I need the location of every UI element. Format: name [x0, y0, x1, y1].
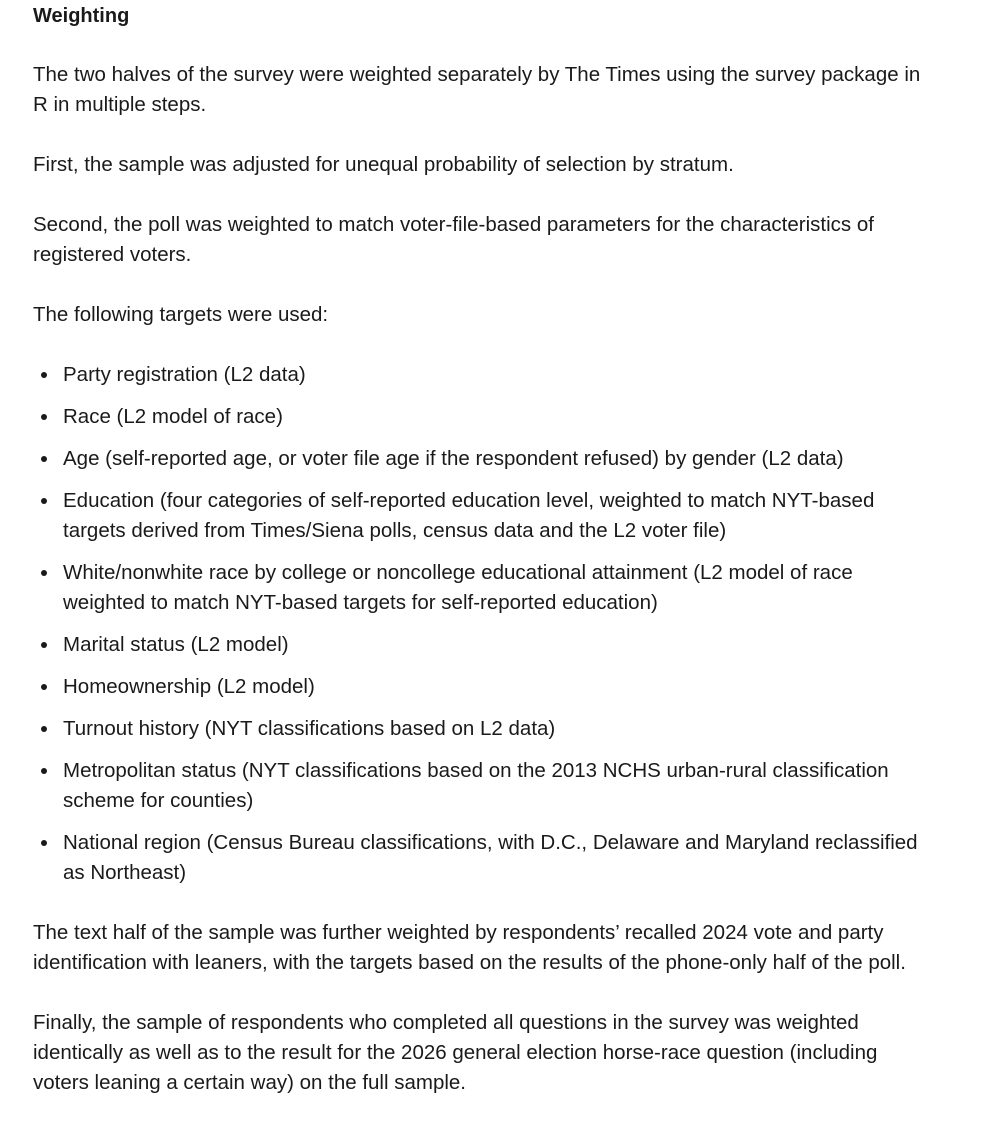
intro-paragraph-2: First, the sample was adjusted for unequal probability of selection by stratum.: [33, 153, 734, 176]
target-item-metropolitan-status: [33, 756, 938, 816]
target-item-national-region: [33, 828, 938, 888]
target-text: Age (self-reported age, or voter file age if the respondent refused) by gender (L2 data): [63, 447, 844, 470]
bullet-icon: [41, 498, 47, 504]
target-text: Metropolitan status (NYT classifications based on the 2013 NCHS urban-rural classification scheme for counties): [63, 759, 889, 812]
targets-intro: The following targets were used:: [33, 303, 329, 326]
target-text: Marital status (L2 model): [63, 633, 289, 656]
target-item-marital-status: [33, 630, 938, 660]
bullet-icon: [41, 414, 47, 420]
bullet-icon: [41, 372, 47, 378]
target-item-homeownership: [33, 672, 938, 702]
target-text: Turnout history (NYT classifications based on L2 data): [63, 717, 556, 740]
bullet-icon: [41, 684, 47, 690]
target-text: National region (Census Bureau classifications, with D.C., Delaware and Maryland reclassified as Northeast): [63, 831, 918, 884]
target-item-turnout-history: [33, 714, 938, 744]
bullet-icon: [41, 726, 47, 732]
target-item-education: [33, 486, 938, 546]
bullet-icon: [41, 456, 47, 462]
target-text: White/nonwhite race by college or noncollege educational attainment (L2 model of race weighted to match NYT-based targets for self-reported education): [63, 561, 853, 614]
target-text: Party registration (L2 data): [63, 363, 306, 386]
target-text: Homeownership (L2 model): [63, 675, 315, 698]
bullet-icon: [41, 570, 47, 576]
target-item-race-by-education: [33, 558, 938, 618]
intro-paragraph-3: Second, the poll was weighted to match voter-file-based parameters for the characteristics of registered voters.: [33, 213, 874, 266]
target-text: Education (four categories of self-reported education level, weighted to match NYT-based targets derived from Times/Siena polls, census data and the L2 voter file): [63, 489, 875, 542]
bullet-icon: [41, 840, 47, 846]
section-heading: Weighting: [33, 5, 130, 27]
closing-paragraph-1: The text half of the sample was further weighted by respondents’ recalled 2024 vote and party identification with leaners, with the targets based on the results of the phone-only half of the poll.: [33, 921, 906, 974]
closing-paragraph-2: Finally, the sample of respondents who completed all questions in the survey was weighted identically as well as to the result for the 2026 general election horse-race question (including voters leaning a certain way) on the full sample.: [33, 1011, 878, 1094]
target-item-party-registration: [33, 360, 938, 390]
bullet-icon: [41, 642, 47, 648]
article-section: [33, 3, 938, 1128]
target-text: Race (L2 model of race): [63, 405, 283, 428]
targets-list: [33, 360, 938, 888]
intro-paragraph-1: The two halves of the survey were weighted separately by The Times using the survey package in R in multiple steps.: [33, 63, 921, 116]
bullet-icon: [41, 768, 47, 774]
target-item-age: [33, 444, 938, 474]
target-item-race: [33, 402, 938, 432]
